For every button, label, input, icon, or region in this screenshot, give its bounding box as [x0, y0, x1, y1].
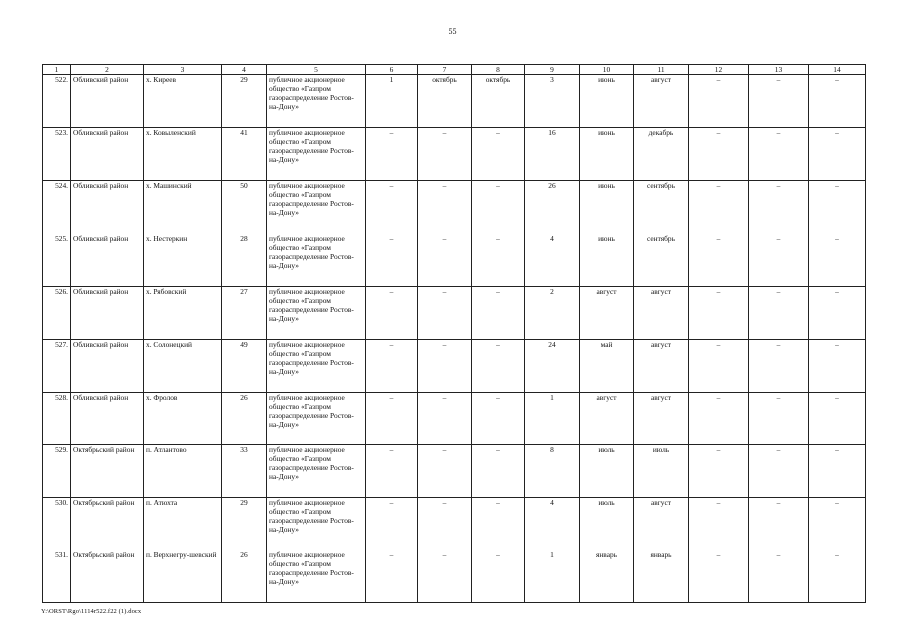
- row-number: 526.: [43, 287, 71, 340]
- column-13-cell: –: [749, 393, 809, 445]
- column-13-cell: –: [749, 234, 809, 287]
- table-body: [43, 75, 866, 603]
- column-8-cell: –: [472, 128, 525, 181]
- column-14-cell: –: [809, 234, 866, 287]
- column-11-cell: сентябрь: [634, 181, 689, 234]
- column-9-cell: 1: [525, 550, 580, 603]
- column-6-cell: –: [366, 181, 418, 234]
- column-9-cell: 8: [525, 445, 580, 498]
- organization-cell: публичное акционерное общество «Газпром газораспределение Ростов-на-Дону»: [267, 340, 366, 393]
- column-6-cell: 1: [366, 75, 418, 128]
- column-13-cell: –: [749, 181, 809, 234]
- column-6-cell: –: [366, 128, 418, 181]
- district-cell: Обливский район: [71, 234, 144, 287]
- district-cell: Обливский район: [71, 75, 144, 128]
- settlement-cell: х. Машинский: [144, 181, 222, 234]
- column-12-cell: –: [689, 128, 749, 181]
- column-10-cell: июнь: [580, 128, 634, 181]
- column-4-cell: 41: [222, 128, 267, 181]
- column-12-cell: –: [689, 550, 749, 603]
- table-row: [43, 550, 866, 603]
- district-cell: Обливский район: [71, 287, 144, 340]
- column-13-cell: –: [749, 550, 809, 603]
- column-10-cell: июнь: [580, 234, 634, 287]
- column-12-cell: –: [689, 393, 749, 445]
- column-13-cell: –: [749, 128, 809, 181]
- column-8-cell: –: [472, 393, 525, 445]
- row-number: 525.: [43, 234, 71, 287]
- column-14-cell: –: [809, 181, 866, 234]
- column-14-cell: –: [809, 445, 866, 498]
- district-cell: Обливский район: [71, 340, 144, 393]
- column-header: 10: [580, 65, 634, 75]
- column-10-cell: июнь: [580, 75, 634, 128]
- column-header: 1: [43, 65, 71, 75]
- column-8-cell: –: [472, 550, 525, 603]
- column-12-cell: –: [689, 234, 749, 287]
- table-row: [43, 75, 866, 128]
- row-number: 522.: [43, 75, 71, 128]
- column-9-cell: 16: [525, 128, 580, 181]
- column-4-cell: 29: [222, 498, 267, 550]
- organization-cell: публичное акционерное общество «Газпром газораспределение Ростов-на-Дону»: [267, 393, 366, 445]
- column-10-cell: июль: [580, 445, 634, 498]
- column-header: 8: [472, 65, 525, 75]
- district-cell: Октябрьский район: [71, 445, 144, 498]
- column-12-cell: –: [689, 287, 749, 340]
- column-header: 14: [809, 65, 866, 75]
- column-9-cell: 2: [525, 287, 580, 340]
- column-13-cell: –: [749, 287, 809, 340]
- column-9-cell: 26: [525, 181, 580, 234]
- column-6-cell: –: [366, 445, 418, 498]
- column-11-cell: август: [634, 75, 689, 128]
- page-number: 55: [448, 27, 457, 36]
- column-header: 13: [749, 65, 809, 75]
- column-6-cell: –: [366, 287, 418, 340]
- column-8-cell: октябрь: [472, 75, 525, 128]
- district-cell: Октябрьский район: [71, 550, 144, 603]
- settlement-cell: х. Ковыленский: [144, 128, 222, 181]
- column-4-cell: 29: [222, 75, 267, 128]
- row-number: 527.: [43, 340, 71, 393]
- organization-cell: публичное акционерное общество «Газпром газораспределение Ростов-на-Дону»: [267, 498, 366, 550]
- column-header: 12: [689, 65, 749, 75]
- column-7-cell: –: [418, 550, 472, 603]
- column-11-cell: июль: [634, 445, 689, 498]
- column-7-cell: октябрь: [418, 75, 472, 128]
- table-row: [43, 181, 866, 234]
- column-4-cell: 33: [222, 445, 267, 498]
- column-6-cell: –: [366, 340, 418, 393]
- column-14-cell: –: [809, 393, 866, 445]
- settlement-cell: х. Нестеркин: [144, 234, 222, 287]
- organization-cell: публичное акционерное общество «Газпром газораспределение Ростов-на-Дону»: [267, 128, 366, 181]
- column-7-cell: –: [418, 498, 472, 550]
- column-4-cell: 49: [222, 340, 267, 393]
- column-13-cell: –: [749, 445, 809, 498]
- header-row: [43, 65, 866, 75]
- column-14-cell: –: [809, 550, 866, 603]
- settlement-cell: х. Рябовский: [144, 287, 222, 340]
- column-4-cell: 26: [222, 550, 267, 603]
- column-header: 5: [267, 65, 366, 75]
- column-10-cell: август: [580, 287, 634, 340]
- column-9-cell: 3: [525, 75, 580, 128]
- column-4-cell: 27: [222, 287, 267, 340]
- column-7-cell: –: [418, 181, 472, 234]
- table-row: [43, 128, 866, 181]
- column-11-cell: август: [634, 498, 689, 550]
- column-header: 9: [525, 65, 580, 75]
- organization-cell: публичное акционерное общество «Газпром газораспределение Ростов-на-Дону»: [267, 445, 366, 498]
- column-12-cell: –: [689, 445, 749, 498]
- column-8-cell: –: [472, 445, 525, 498]
- column-11-cell: август: [634, 393, 689, 445]
- column-7-cell: –: [418, 287, 472, 340]
- table-row: [43, 340, 866, 393]
- column-11-cell: декабрь: [634, 128, 689, 181]
- gasification-schedule-table: [42, 64, 866, 603]
- district-cell: Октябрьский район: [71, 498, 144, 550]
- column-10-cell: июнь: [580, 181, 634, 234]
- column-13-cell: –: [749, 340, 809, 393]
- column-8-cell: –: [472, 287, 525, 340]
- column-14-cell: –: [809, 128, 866, 181]
- column-12-cell: –: [689, 181, 749, 234]
- table-row: [43, 393, 866, 445]
- column-9-cell: 4: [525, 234, 580, 287]
- row-number: 523.: [43, 128, 71, 181]
- column-header: 4: [222, 65, 267, 75]
- column-8-cell: –: [472, 181, 525, 234]
- table-row: [43, 498, 866, 550]
- row-number: 524.: [43, 181, 71, 234]
- column-7-cell: –: [418, 234, 472, 287]
- column-12-cell: –: [689, 75, 749, 128]
- column-header: 7: [418, 65, 472, 75]
- column-6-cell: –: [366, 393, 418, 445]
- district-cell: Обливский район: [71, 393, 144, 445]
- settlement-cell: п. Верхнегру-шевский: [144, 550, 222, 603]
- row-number: 528.: [43, 393, 71, 445]
- column-6-cell: –: [366, 498, 418, 550]
- column-12-cell: –: [689, 498, 749, 550]
- settlement-cell: х. Фролов: [144, 393, 222, 445]
- column-11-cell: август: [634, 287, 689, 340]
- column-9-cell: 1: [525, 393, 580, 445]
- settlement-cell: п. Атлантово: [144, 445, 222, 498]
- column-header: 3: [144, 65, 222, 75]
- column-11-cell: август: [634, 340, 689, 393]
- organization-cell: публичное акционерное общество «Газпром газораспределение Ростов-на-Дону»: [267, 287, 366, 340]
- column-4-cell: 28: [222, 234, 267, 287]
- column-7-cell: –: [418, 128, 472, 181]
- column-10-cell: август: [580, 393, 634, 445]
- district-cell: Обливский район: [71, 181, 144, 234]
- column-14-cell: –: [809, 340, 866, 393]
- document-file-path: Y:\ORST\Rgo\1114r522.f22 (1).docx: [41, 608, 142, 615]
- column-10-cell: июль: [580, 498, 634, 550]
- column-7-cell: –: [418, 445, 472, 498]
- organization-cell: публичное акционерное общество «Газпром газораспределение Ростов-на-Дону»: [267, 550, 366, 603]
- table-row: [43, 234, 866, 287]
- column-6-cell: –: [366, 550, 418, 603]
- column-7-cell: –: [418, 340, 472, 393]
- column-header: 11: [634, 65, 689, 75]
- column-header: 6: [366, 65, 418, 75]
- column-4-cell: 50: [222, 181, 267, 234]
- column-6-cell: –: [366, 234, 418, 287]
- row-number: 531.: [43, 550, 71, 603]
- column-9-cell: 4: [525, 498, 580, 550]
- column-10-cell: май: [580, 340, 634, 393]
- column-14-cell: –: [809, 287, 866, 340]
- organization-cell: публичное акционерное общество «Газпром газораспределение Ростов-на-Дону»: [267, 234, 366, 287]
- column-8-cell: –: [472, 498, 525, 550]
- column-14-cell: –: [809, 75, 866, 128]
- settlement-cell: п. Атюхта: [144, 498, 222, 550]
- column-7-cell: –: [418, 393, 472, 445]
- column-11-cell: январь: [634, 550, 689, 603]
- table-row: [43, 287, 866, 340]
- column-4-cell: 26: [222, 393, 267, 445]
- settlement-cell: х. Солонецкий: [144, 340, 222, 393]
- row-number: 530.: [43, 498, 71, 550]
- column-12-cell: –: [689, 340, 749, 393]
- column-13-cell: –: [749, 498, 809, 550]
- column-header: 2: [71, 65, 144, 75]
- column-14-cell: –: [809, 498, 866, 550]
- row-number: 529.: [43, 445, 71, 498]
- organization-cell: публичное акционерное общество «Газпром газораспределение Ростов-на-Дону»: [267, 75, 366, 128]
- column-10-cell: январь: [580, 550, 634, 603]
- organization-cell: публичное акционерное общество «Газпром газораспределение Ростов-на-Дону»: [267, 181, 366, 234]
- column-11-cell: сентябрь: [634, 234, 689, 287]
- column-13-cell: –: [749, 75, 809, 128]
- column-8-cell: –: [472, 340, 525, 393]
- table-row: [43, 445, 866, 498]
- settlement-cell: х. Киреев: [144, 75, 222, 128]
- district-cell: Обливский район: [71, 128, 144, 181]
- column-8-cell: –: [472, 234, 525, 287]
- column-9-cell: 24: [525, 340, 580, 393]
